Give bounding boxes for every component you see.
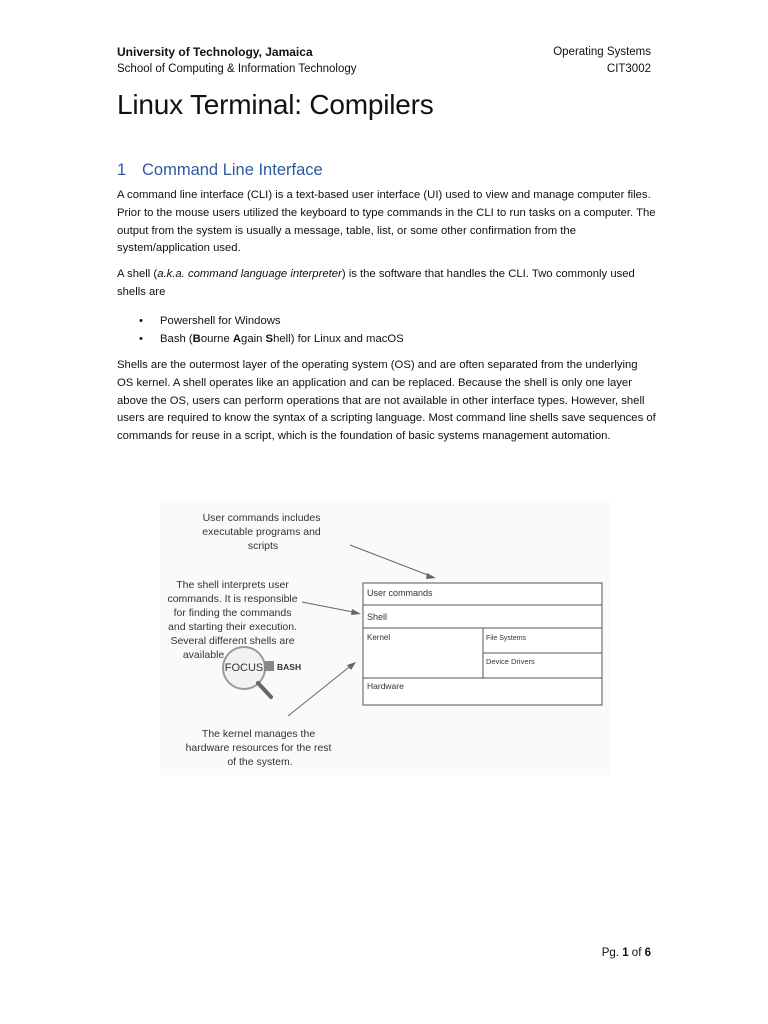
- note-user-commands: User commands includes executable programs and scripts: [202, 512, 321, 552]
- note-kernel: The kernel manages the hardware resources for the rest of the system.: [185, 728, 332, 768]
- section-heading: [117, 161, 323, 180]
- layer-device-drivers: Device Drivers: [486, 657, 535, 666]
- layer-user-commands: User commands: [367, 588, 433, 598]
- shell-alias: a.k.a. command language interpreter: [157, 268, 342, 280]
- layer-diagram: [363, 583, 602, 705]
- bullet-marker: •: [139, 333, 143, 345]
- bullet-marker: •: [139, 315, 143, 327]
- layer-file-systems: File Systems: [486, 635, 527, 642]
- list-item: • Bash (Bourne Again Shell) for Linux and macOS: [117, 330, 657, 348]
- paragraph-shell: A shell (a.k.a. command language interpreter) is the software that handles the CLI. Two commonly used shells are: [117, 268, 635, 298]
- focus-label: FOCUS: [224, 662, 264, 674]
- bash-label: BASH: [277, 662, 302, 672]
- layer-hardware: Hardware: [367, 681, 404, 691]
- university-name: University of Technology, Jamaica: [117, 45, 313, 59]
- course-code: CIT3002: [606, 63, 651, 75]
- course-name: Operating Systems: [553, 46, 651, 58]
- shell-list: [117, 312, 657, 348]
- page-number: Pg. 1 of 6: [601, 947, 651, 959]
- header-right: [351, 44, 651, 78]
- shell-architecture-figure: [160, 500, 610, 775]
- note-shell: The shell interprets user commands. It is responsible for finding the commands and starting their execution. Several different shells are available.: [167, 579, 298, 661]
- section-title: Command Line Interface: [142, 161, 323, 179]
- paragraph-cli: A command line interface (CLI) is a text-based user interface (UI) used to view and manage computer files. Prior to the mouse users utilized the keyboard to type commands in the CLI to run tasks on a computer. The output from the system is usually a message, table, list, or some other confirmation from the system/application used.: [117, 189, 656, 255]
- layer-kernel: Kernel: [367, 633, 391, 642]
- list-item: • Powershell for Windows: [117, 312, 657, 330]
- bash-logo-icon: [264, 661, 301, 672]
- document-title: Linux Terminal: Compilers: [117, 89, 434, 120]
- section-number: 1: [117, 161, 127, 179]
- layer-shell: Shell: [367, 612, 388, 622]
- school-name: School of Computing & Information Technology: [117, 63, 357, 75]
- paragraph-shell-layer: Shells are the outermost layer of the operating system (OS) and are often separated from the underlying OS kernel. A shell operates like an application and can be replaced. Because the shell is only one layer above the OS, users can perform operations that are not available in other interface types. However, shell users are required to know the syntax of a scripting language. Most command line shells save sequences of commands for reuse in a script, which is the foundation of basic systems management automation.: [117, 359, 656, 443]
